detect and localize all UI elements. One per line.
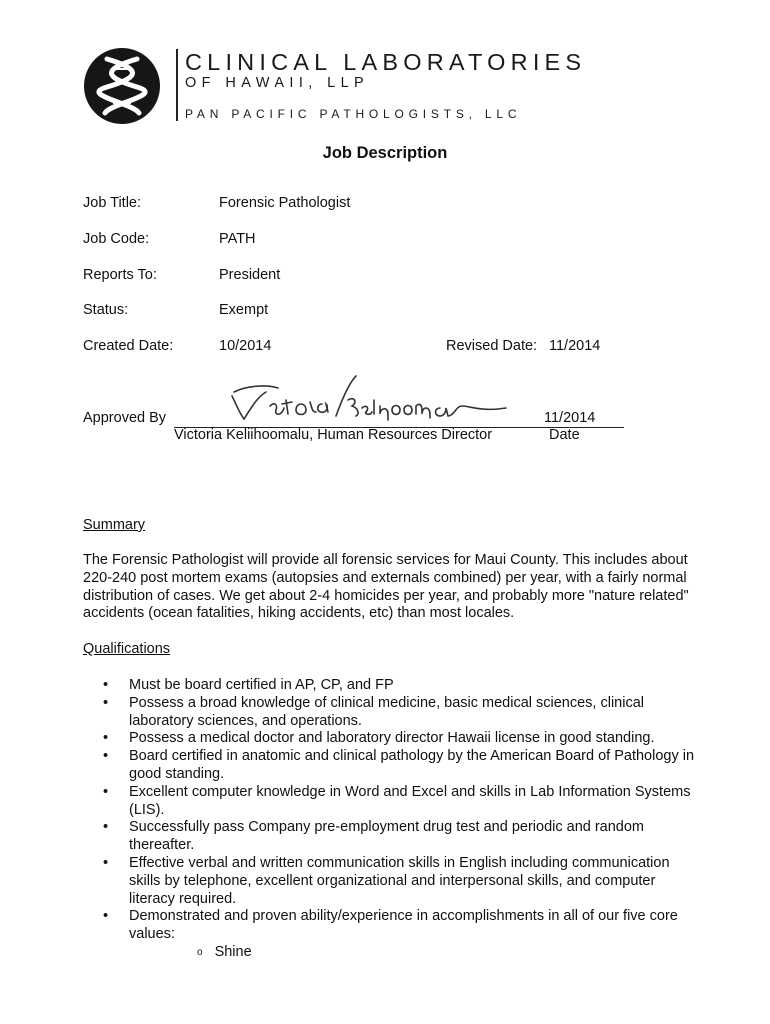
letterhead-line-1: CLINICAL LABORATORIES	[185, 49, 587, 75]
list-item: • Successfully pass Company pre-employment drug test and periodic and random thereafter.	[103, 819, 645, 854]
status-label: Status:	[83, 302, 129, 318]
bullet-marker: •	[103, 677, 109, 693]
list-item: • Must be board certified in AP, CP, and FP	[103, 677, 394, 693]
job-code-value: PATH	[219, 231, 256, 247]
approver-name: Victoria Keliihoomalu, Human Resources Director	[174, 427, 493, 443]
approval-date: 11/2014	[544, 410, 596, 426]
bullet-marker: •	[103, 854, 109, 871]
bullet-marker: •	[103, 783, 109, 800]
qualifications-list	[83, 677, 703, 944]
sub-bullet-marker: o	[197, 947, 203, 958]
letterhead-divider	[176, 49, 178, 121]
bullet-marker: •	[103, 908, 109, 925]
bullet-marker: •	[103, 730, 109, 747]
summary-text: The Forensic Pathologist will provide all forensic services for Maui County. This includes about 220-240 post mortem exams (autopsies and externals combined) per year, with a fairly normal distribution of cases. We get about 2-4 homicides per year, and probably more "nature related" accidents (ocean fatalities, hiking accidents, etc) than most locales.	[83, 552, 689, 622]
list-item: • Board certified in anatomic and clinical pathology by the American Board of Pathology in good standing.	[103, 748, 695, 782]
job-title-value: Forensic Pathologist	[219, 195, 351, 211]
reports-to-label: Reports To:	[83, 267, 157, 283]
revised-date-value: 11/2014	[549, 338, 601, 354]
date-caption: Date	[549, 427, 580, 443]
letterhead-line-2: OF HAWAII, LLP	[185, 75, 370, 91]
company-logo	[83, 47, 161, 125]
status-value: Exempt	[219, 302, 269, 318]
approved-by-label: Approved By	[83, 410, 167, 426]
revised-date-label: Revised Date:	[446, 338, 538, 354]
list-item: • Excellent computer knowledge in Word and Excel and skills in Lab Information Systems (LIS).	[103, 783, 691, 818]
list-item: • Effective verbal and written communication skills in English including communication skills by telephone, excellent organizational and interpersonal skills, and computer literacy required.	[103, 854, 670, 907]
summary-heading: Summary	[83, 517, 146, 533]
bullet-marker: •	[103, 819, 109, 836]
handwritten-signature	[226, 374, 516, 424]
job-title-label: Job Title:	[83, 195, 142, 211]
reports-to-value: President	[219, 267, 281, 283]
qualifications-heading: Qualifications	[83, 641, 171, 657]
sub-item-label: Shine	[214, 944, 252, 960]
bullet-marker: •	[103, 694, 109, 711]
letterhead-line-3: PAN PACIFIC PATHOLOGISTS, LLC	[185, 107, 522, 121]
sub-list-item	[197, 944, 252, 962]
list-item: • Demonstrated and proven ability/experience in accomplishments in all of our five core values:	[103, 908, 678, 943]
list-item: • Possess a broad knowledge of clinical medicine, basic medical sciences, clinical laboratory sciences, and operations.	[103, 694, 644, 729]
document-title: Job Description	[322, 144, 448, 162]
list-item: • Possess a medical doctor and laboratory director Hawaii license in good standing.	[103, 730, 655, 747]
created-date-value: 10/2014	[219, 338, 272, 354]
job-code-label: Job Code:	[83, 231, 150, 247]
created-date-label: Created Date:	[83, 338, 174, 354]
bullet-marker: •	[103, 748, 109, 765]
